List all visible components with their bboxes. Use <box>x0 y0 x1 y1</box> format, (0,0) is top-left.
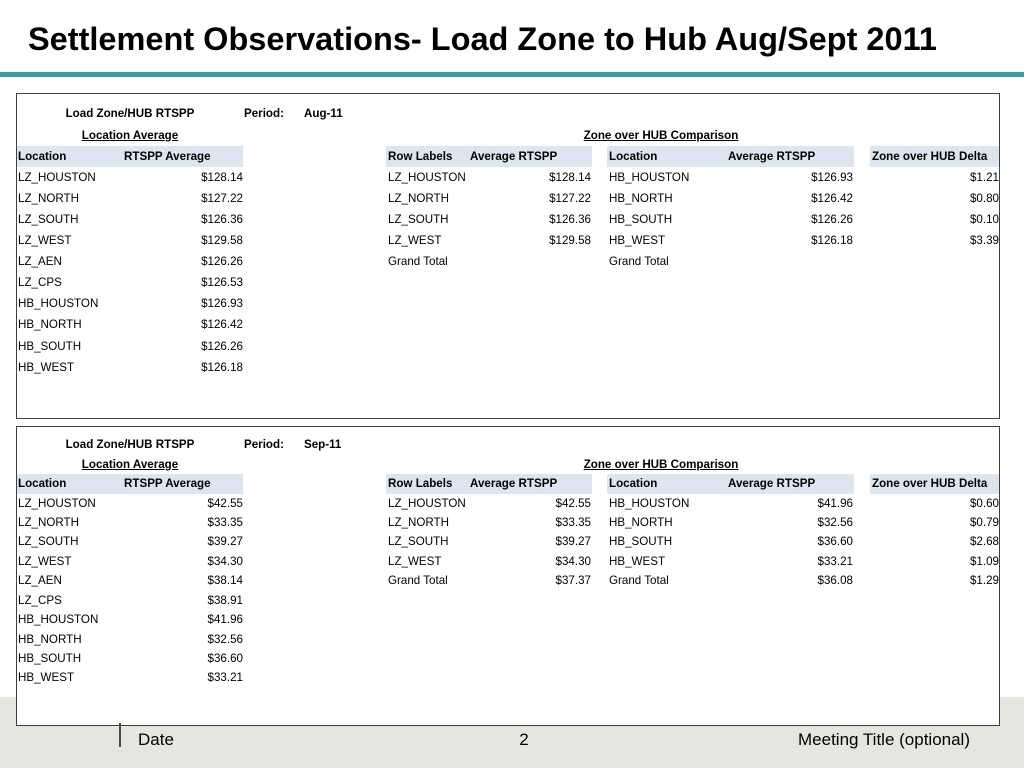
rtspp-average-cell: $126.18 <box>201 360 243 374</box>
zone-average-rtspp-cell: $127.22 <box>549 191 591 205</box>
hub-average-rtspp-cell: $36.60 <box>817 535 853 549</box>
zone-average-rtspp-cell: $128.14 <box>549 170 591 184</box>
zone-over-hub-delta-column-header: Zone over HUB Delta <box>870 146 999 167</box>
location-cell: HB_NORTH <box>18 632 82 646</box>
zone-over-hub-delta-cell: $1.09 <box>969 554 999 568</box>
zone-average-rtspp-cell: $42.55 <box>555 496 591 510</box>
location-average-title: Location Average <box>81 128 179 142</box>
hub-average-rtspp-cell: $33.21 <box>817 554 853 568</box>
hub-average-rtspp-column-header: Average RTSPP <box>726 474 854 493</box>
zone-over-hub-delta-cell: $0.79 <box>969 515 999 529</box>
zone-row-label-cell: LZ_WEST <box>388 234 442 248</box>
location-cell: LZ_NORTH <box>18 191 79 205</box>
location-average-title: Location Average <box>81 457 179 471</box>
rtspp-average-cell: $33.35 <box>207 515 243 529</box>
location-cell: HB_WEST <box>18 671 75 685</box>
location-cell: HB_SOUTH <box>18 651 82 665</box>
zone-average-rtspp-cell: $33.35 <box>555 515 591 529</box>
zone-row-label-cell: LZ_HOUSTON <box>388 170 466 184</box>
zone-average-rtspp-cell: $129.58 <box>549 234 591 248</box>
hub-location-cell: HB_NORTH <box>609 191 673 205</box>
zone-over-hub-comparison-title: Zone over HUB Comparison <box>583 128 739 142</box>
hub-average-rtspp-cell: $126.26 <box>811 212 853 226</box>
location-cell: LZ_AEN <box>18 255 62 269</box>
rtspp-average-cell: $38.14 <box>207 574 243 588</box>
location-cell: LZ_CPS <box>18 276 62 290</box>
zone-over-hub-delta-column-header: Zone over HUB Delta <box>870 474 999 493</box>
page-number: 2 <box>519 730 529 749</box>
zone-over-hub-delta-cell: $0.10 <box>969 212 999 226</box>
zone-row-label-cell: LZ_NORTH <box>388 191 449 205</box>
settlement-panel-aug <box>16 93 1000 419</box>
zone-row-label-cell: LZ_SOUTH <box>388 212 449 226</box>
zone-average-rtspp-column-header: Average RTSPP <box>468 474 592 493</box>
location-cell: LZ_SOUTH <box>18 535 79 549</box>
hub-location-cell: HB_HOUSTON <box>609 496 690 510</box>
zone-average-rtspp-cell: $39.27 <box>555 535 591 549</box>
location-cell: LZ_HOUSTON <box>18 496 96 510</box>
rtspp-average-cell: $129.58 <box>201 234 243 248</box>
rtspp-average-cell: $34.30 <box>207 554 243 568</box>
location-cell: HB_HOUSTON <box>18 613 99 627</box>
hub-location-cell: HB_NORTH <box>609 515 673 529</box>
rtspp-average-column-header: RTSPP Average <box>122 474 243 493</box>
location-cell: HB_WEST <box>18 360 75 374</box>
zone-over-hub-delta-cell: $1.29 <box>969 574 999 588</box>
hub-location-cell: HB_HOUSTON <box>609 170 690 184</box>
zone-row-label-cell: LZ_WEST <box>388 554 442 568</box>
location-column-header: Location <box>17 146 122 167</box>
rtspp-average-cell: $126.93 <box>201 297 243 311</box>
location-cell: HB_HOUSTON <box>18 297 99 311</box>
period-label: Period: <box>244 107 284 121</box>
hub-location-cell: Grand Total <box>609 255 669 269</box>
slide-title: Settlement Observations- Load Zone to Hub Aug/Sept 2011 <box>28 21 937 57</box>
zone-average-rtspp-cell: $126.36 <box>549 212 591 226</box>
zone-row-label-cell: Grand Total <box>388 574 448 588</box>
location-cell: LZ_WEST <box>18 234 72 248</box>
rtspp-average-cell: $36.60 <box>207 651 243 665</box>
zone-row-label-cell: LZ_SOUTH <box>388 535 449 549</box>
period-value: Sep-11 <box>304 438 342 452</box>
rtspp-average-cell: $38.91 <box>207 593 243 607</box>
rtspp-average-cell: $126.36 <box>201 212 243 226</box>
location-cell: LZ_NORTH <box>18 515 79 529</box>
zone-average-rtspp-column-header: Average RTSPP <box>468 146 592 167</box>
zone-over-hub-delta-cell: $0.60 <box>969 496 999 510</box>
rtspp-average-cell: $33.21 <box>207 671 243 685</box>
hub-location-cell: HB_WEST <box>609 554 666 568</box>
period-label: Period: <box>244 438 284 452</box>
hub-location-column-header: Location <box>607 474 726 493</box>
hub-average-rtspp-cell: $32.56 <box>817 515 853 529</box>
zone-over-hub-comparison-title: Zone over HUB Comparison <box>583 457 739 471</box>
location-cell: LZ_CPS <box>18 593 62 607</box>
zone-row-label-cell: LZ_HOUSTON <box>388 496 466 510</box>
hub-location-cell: HB_WEST <box>609 234 666 248</box>
rtspp-average-cell: $32.56 <box>207 632 243 646</box>
rtspp-average-cell: $126.26 <box>201 339 243 353</box>
zone-over-hub-delta-cell: $3.39 <box>969 234 999 248</box>
row-labels-column-header: Row Labels <box>386 146 468 167</box>
hub-average-rtspp-cell: $126.18 <box>811 234 853 248</box>
hub-average-rtspp-cell: $126.93 <box>811 170 853 184</box>
meeting-title: Meeting Title (optional) <box>798 730 970 749</box>
settlement-panel-sep <box>16 426 1000 726</box>
location-column-header: Location <box>17 474 122 493</box>
hub-location-cell: HB_SOUTH <box>609 535 673 549</box>
hub-average-rtspp-column-header: Average RTSPP <box>726 146 854 167</box>
hub-average-rtspp-cell: $126.42 <box>811 191 853 205</box>
rtspp-average-cell: $126.53 <box>201 276 243 290</box>
rtspp-average-cell: $127.22 <box>201 191 243 205</box>
zone-over-hub-delta-cell: $2.68 <box>969 535 999 549</box>
hub-location-cell: Grand Total <box>609 574 669 588</box>
footer-divider <box>119 723 121 747</box>
location-cell: LZ_HOUSTON <box>18 170 96 184</box>
footer-date: Date <box>138 730 174 749</box>
rtspp-average-cell: $41.96 <box>207 613 243 627</box>
location-cell: HB_NORTH <box>18 318 82 332</box>
hub-average-rtspp-cell: $36.08 <box>817 574 853 588</box>
zone-row-label-cell: Grand Total <box>388 255 448 269</box>
rtspp-average-cell: $126.26 <box>201 255 243 269</box>
report-label: Load Zone/HUB RTSPP <box>65 107 195 121</box>
report-label: Load Zone/HUB RTSPP <box>65 438 195 452</box>
rtspp-average-column-header: RTSPP Average <box>122 146 243 167</box>
location-cell: LZ_AEN <box>18 574 62 588</box>
rtspp-average-cell: $128.14 <box>201 170 243 184</box>
rtspp-average-cell: $126.42 <box>201 318 243 332</box>
zone-over-hub-delta-cell: $1.21 <box>969 170 999 184</box>
zone-average-rtspp-cell: $34.30 <box>555 554 591 568</box>
title-underline-rule <box>0 72 1024 77</box>
rtspp-average-cell: $39.27 <box>207 535 243 549</box>
zone-row-label-cell: LZ_NORTH <box>388 515 449 529</box>
zone-average-rtspp-cell: $37.37 <box>555 574 591 588</box>
location-cell: LZ_SOUTH <box>18 212 79 226</box>
location-cell: LZ_WEST <box>18 554 72 568</box>
hub-location-cell: HB_SOUTH <box>609 212 673 226</box>
rtspp-average-cell: $42.55 <box>207 496 243 510</box>
zone-over-hub-delta-cell: $0.80 <box>969 191 999 205</box>
hub-location-column-header: Location <box>607 146 726 167</box>
location-cell: HB_SOUTH <box>18 339 82 353</box>
row-labels-column-header: Row Labels <box>386 474 468 493</box>
hub-average-rtspp-cell: $41.96 <box>817 496 853 510</box>
period-value: Aug-11 <box>304 107 343 121</box>
